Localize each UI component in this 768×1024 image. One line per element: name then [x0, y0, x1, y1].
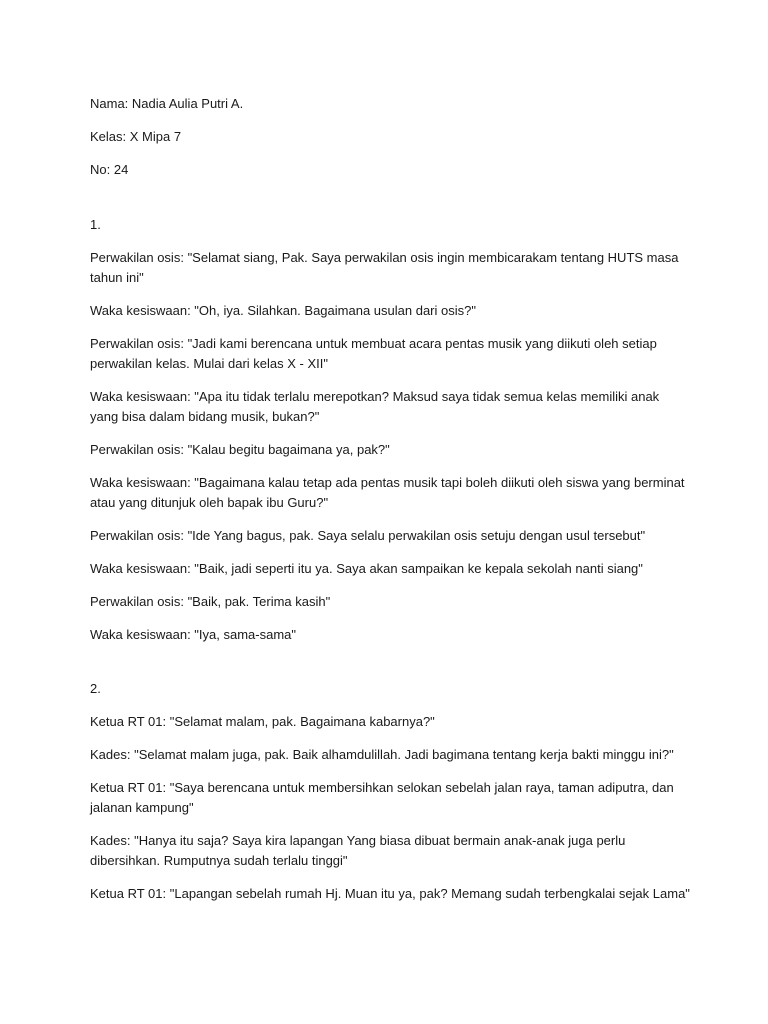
speaker: Perwakilan osis :	[90, 528, 188, 543]
speaker: Waka kesiswaan :	[90, 389, 194, 404]
section-number: 1.	[90, 217, 101, 232]
dialogue-line	[90, 778, 690, 818]
speaker: Kades :	[90, 833, 134, 848]
student-class: Kelas: X Mipa 7	[90, 129, 182, 144]
document-content	[90, 94, 690, 917]
utterance: "Selamat malam juga, pak. Baik alhamdulillah. Jadi bagimana tentang kerja bakti minggu ini?"	[134, 747, 674, 762]
dialogue-line	[90, 334, 690, 374]
speaker: Waka kesiswaan :	[90, 627, 194, 642]
utterance: "Kalau begitu bagaimana ya, pak?"	[187, 442, 390, 457]
dialogue-line	[90, 559, 690, 579]
student-name: Nama: Nadia Aulia Putri A.	[90, 96, 244, 111]
dialogue-line	[90, 712, 690, 732]
dialogue-line	[90, 248, 690, 288]
utterance: "Ide Yang bagus, pak. Saya selalu perwakilan osis setuju dengan usul tersebut"	[187, 528, 646, 543]
dialogue-line	[90, 831, 690, 871]
dialogue-line	[90, 526, 690, 546]
utterance: "Saya berencana untuk membersihkan selokan sebelah jalan raya, taman adiputra, dan jalanan kampung"	[90, 780, 674, 815]
utterance: "Apa itu tidak terlalu merepotkan? Maksud saya tidak semua kelas memiliki anak yang bisa dalam bidang musik, bukan?"	[90, 389, 660, 424]
utterance: "Iya, sama-sama"	[194, 627, 296, 642]
speaker: Kades :	[90, 747, 134, 762]
speaker: Perwakilan osis :	[90, 442, 188, 457]
utterance: "Baik, pak. Terima kasih"	[187, 594, 331, 609]
utterance: "Hanya itu saja? Saya kira lapangan Yang biasa dibuat bermain anak-anak juga perlu dibersihkan. Rumputnya sudah terlalu tinggi"	[90, 833, 626, 868]
speaker: Waka kesiswaan :	[90, 561, 194, 576]
speaker: Perwakilan osis :	[90, 336, 188, 351]
section-number: 2.	[90, 681, 101, 696]
speaker: Waka kesiswaan :	[90, 475, 194, 490]
utterance: "Jadi kami berencana untuk membuat acara pentas musik yang diikuti oleh setiap perwakilan kelas. Mulai dari kelas X - XII"	[90, 336, 657, 371]
speaker: Waka kesiswaan :	[90, 303, 194, 318]
utterance: "Lapangan sebelah rumah Hj. Muan itu ya, pak? Memang sudah terbengkalai sejak Lama"	[169, 886, 690, 901]
dialogue-line	[90, 625, 690, 645]
dialogue-line	[90, 745, 690, 765]
utterance: "Selamat siang, Pak. Saya perwakilan osis ingin membicarakam tentang HUTS masa tahun ini"	[90, 250, 679, 285]
speaker: Ketua RT 01 :	[90, 780, 170, 795]
dialogue-line	[90, 473, 690, 513]
speaker: Perwakilan osis :	[90, 250, 188, 265]
utterance: "Baik, jadi seperti itu ya. Saya akan sampaikan ke kepala sekolah nanti siang"	[194, 561, 643, 576]
utterance: "Bagaimana kalau tetap ada pentas musik tapi boleh diikuti oleh siswa yang berminat atau yang ditunjuk oleh bapak ibu Guru?"	[90, 475, 685, 510]
utterance: "Oh, iya. Silahkan. Bagaimana usulan dari osis?"	[194, 303, 476, 318]
student-number: No: 24	[90, 162, 129, 177]
dialogue-line	[90, 440, 690, 460]
utterance: "Selamat malam, pak. Bagaimana kabarnya?"	[169, 714, 435, 729]
speaker: Ketua RT 01 :	[90, 886, 170, 901]
speaker: Perwakilan osis :	[90, 594, 188, 609]
dialogue-line	[90, 592, 690, 612]
speaker: Ketua RT 01 :	[90, 714, 170, 729]
dialogue-line	[90, 387, 690, 427]
dialogue-line	[90, 884, 690, 904]
dialogue-line	[90, 301, 690, 321]
